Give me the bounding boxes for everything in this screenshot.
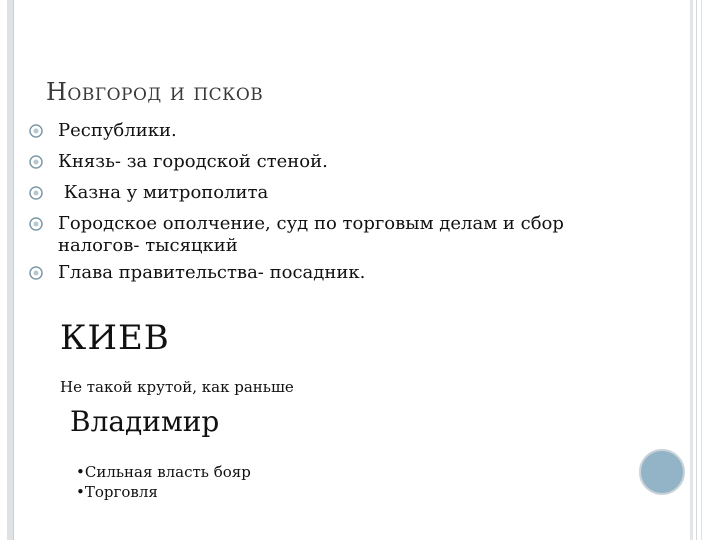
circle-ring-bullet-icon: [28, 265, 44, 281]
frame-right-line-outer: [701, 0, 702, 540]
circle-ring-bullet-icon: [28, 123, 44, 139]
vladimir-heading: Владимир: [70, 405, 220, 438]
frame-right-line: [696, 0, 697, 540]
vladimir-list: [76, 462, 251, 502]
decorative-circle: [639, 449, 685, 495]
list-item: •Торговля: [76, 483, 158, 501]
bullet-text: Князь- за городской стеной.: [58, 151, 328, 172]
list-item: [28, 120, 588, 142]
kiev-heading: КИЕВ: [60, 318, 170, 358]
list-item: [28, 151, 588, 173]
list-item: [28, 262, 588, 284]
bullet-text: Республики.: [58, 120, 177, 141]
circle-ring-bullet-icon: [28, 154, 44, 170]
circle-ring-bullet-icon: [28, 216, 44, 232]
list-item: •Сильная власть бояр: [76, 463, 251, 481]
bullet-list: [28, 120, 588, 293]
bullet-text: Городское ополчение, суд по торговым делам и сбор налогов- тысяцкий: [58, 213, 564, 256]
slide-title: Новгород и псков: [46, 78, 264, 106]
bullet-text: Глава правительства- посадник.: [58, 262, 366, 283]
frame-left-line: [13, 0, 14, 540]
list-item: [28, 213, 588, 257]
list-item: [28, 182, 588, 204]
circle-ring-bullet-icon: [28, 185, 44, 201]
kiev-note: Не такой крутой, как раньше: [60, 378, 294, 396]
frame-right-bar: [690, 0, 693, 540]
bullet-text: Казна у митрополита: [58, 182, 269, 203]
